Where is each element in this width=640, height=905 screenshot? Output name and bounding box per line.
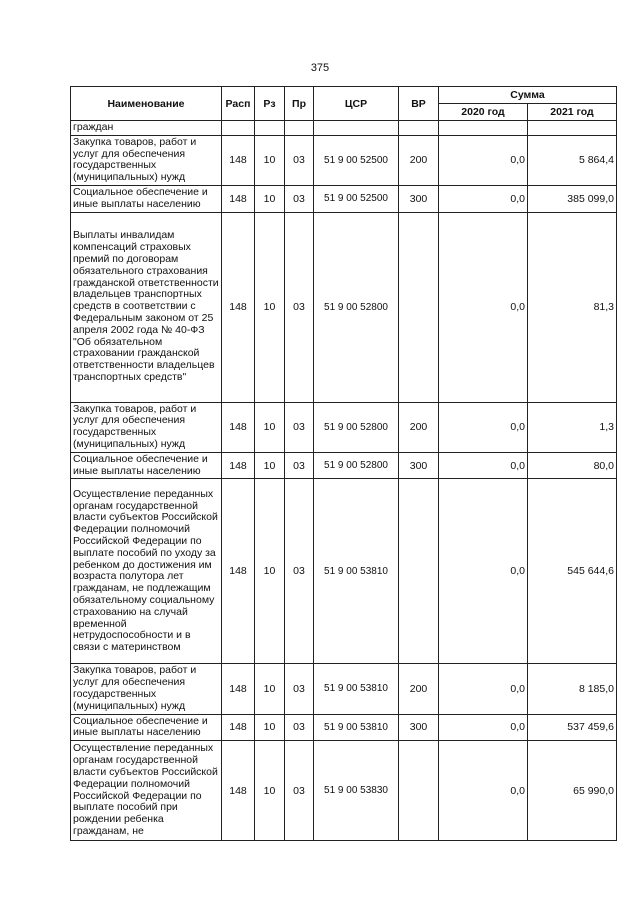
row-rasp: 148 bbox=[222, 185, 255, 212]
table-row bbox=[71, 185, 617, 212]
row-vr: 200 bbox=[399, 135, 439, 185]
row-name: Закупка товаров, работ и услуг для обеспечения государственных (муниципальных) нужд bbox=[71, 135, 222, 185]
row-pr: 03 bbox=[285, 452, 314, 479]
row-rz: 10 bbox=[255, 212, 285, 402]
row-rz: 10 bbox=[255, 714, 285, 741]
table-row bbox=[71, 664, 617, 714]
row-rasp: 148 bbox=[222, 212, 255, 402]
row-pr: 03 bbox=[285, 741, 314, 841]
row-rasp bbox=[222, 121, 255, 136]
row-pr: 03 bbox=[285, 402, 314, 452]
row-rz: 10 bbox=[255, 741, 285, 841]
row-csr: 51 9 00 53810 bbox=[314, 664, 399, 714]
row-csr: 51 9 00 52800 bbox=[314, 452, 399, 479]
table-row bbox=[71, 135, 617, 185]
row-amount-2020: 0,0 bbox=[439, 479, 528, 664]
header-pr: Пр bbox=[285, 87, 314, 121]
header-name: Наименование bbox=[71, 87, 222, 121]
row-pr bbox=[285, 121, 314, 136]
row-rz: 10 bbox=[255, 452, 285, 479]
row-amount-2021: 65 990,0 bbox=[528, 741, 617, 841]
row-name: Осуществление переданных органам государственной власти субъектов Российской Федерации полномочий Российской Федерации по выплате пособий по уходу за ребенком до достижения им возраста полутора лет гражданам, не подлежащим обязательному социальному страхованию на случай временной нетрудоспособности и в связи с материнством bbox=[71, 479, 222, 664]
table-body bbox=[71, 121, 617, 841]
row-amount-2020: 0,0 bbox=[439, 135, 528, 185]
row-vr: 200 bbox=[399, 402, 439, 452]
row-rz: 10 bbox=[255, 664, 285, 714]
row-amount-2021: 80,0 bbox=[528, 452, 617, 479]
row-name: Социальное обеспечение и иные выплаты населению bbox=[71, 714, 222, 741]
row-pr: 03 bbox=[285, 185, 314, 212]
row-amount-2021: 5 864,4 bbox=[528, 135, 617, 185]
row-amount-2021: 8 185,0 bbox=[528, 664, 617, 714]
row-amount-2020: 0,0 bbox=[439, 402, 528, 452]
row-pr: 03 bbox=[285, 714, 314, 741]
row-vr bbox=[399, 741, 439, 841]
row-pr: 03 bbox=[285, 135, 314, 185]
row-vr: 200 bbox=[399, 664, 439, 714]
row-amount-2021: 1,3 bbox=[528, 402, 617, 452]
row-vr: 300 bbox=[399, 452, 439, 479]
row-pr: 03 bbox=[285, 664, 314, 714]
row-rz: 10 bbox=[255, 479, 285, 664]
row-rasp: 148 bbox=[222, 135, 255, 185]
row-pr: 03 bbox=[285, 479, 314, 664]
row-amount-2021 bbox=[528, 121, 617, 136]
row-amount-2021: 385 099,0 bbox=[528, 185, 617, 212]
table-row bbox=[71, 452, 617, 479]
row-amount-2020: 0,0 bbox=[439, 714, 528, 741]
row-csr: 51 9 00 53810 bbox=[314, 479, 399, 664]
budget-table bbox=[70, 86, 617, 841]
row-rz bbox=[255, 121, 285, 136]
header-2020: 2020 год bbox=[439, 104, 528, 121]
table-row bbox=[71, 212, 617, 402]
header-vr: ВР bbox=[399, 87, 439, 121]
row-rasp: 148 bbox=[222, 452, 255, 479]
row-amount-2020: 0,0 bbox=[439, 452, 528, 479]
row-amount-2020: 0,0 bbox=[439, 212, 528, 402]
row-name: Социальное обеспечение и иные выплаты населению bbox=[71, 185, 222, 212]
row-rasp: 148 bbox=[222, 741, 255, 841]
row-amount-2021: 81,3 bbox=[528, 212, 617, 402]
row-vr bbox=[399, 121, 439, 136]
row-csr: 51 9 00 53810 bbox=[314, 714, 399, 741]
table-row bbox=[71, 479, 617, 664]
row-rasp: 148 bbox=[222, 664, 255, 714]
row-csr: 51 9 00 52500 bbox=[314, 135, 399, 185]
table-row bbox=[71, 402, 617, 452]
header-rz: Рз bbox=[255, 87, 285, 121]
header-rasp: Расп bbox=[222, 87, 255, 121]
table-row bbox=[71, 714, 617, 741]
header-csr: ЦСР bbox=[314, 87, 399, 121]
row-name: Осуществление переданных органам государственной власти субъектов Российской Федерации полномочий Российской Федерации по выплате пособий при рождении ребенка гражданам, не bbox=[71, 741, 222, 841]
row-amount-2020: 0,0 bbox=[439, 741, 528, 841]
row-rasp: 148 bbox=[222, 714, 255, 741]
row-amount-2020 bbox=[439, 121, 528, 136]
row-name: Выплаты инвалидам компенсаций страховых премий по договорам обязательного страхования гражданской ответственности владельцев транспортных средств в соответствии с Федеральным законом от 25 апреля 2002 года № 40-ФЗ "Об обязательном страховании гражданской ответственности владельцев транспортных средств" bbox=[71, 212, 222, 402]
row-amount-2020: 0,0 bbox=[439, 664, 528, 714]
row-name: Закупка товаров, работ и услуг для обеспечения государственных (муниципальных) нужд bbox=[71, 664, 222, 714]
row-rz: 10 bbox=[255, 135, 285, 185]
row-pr: 03 bbox=[285, 212, 314, 402]
row-amount-2020: 0,0 bbox=[439, 185, 528, 212]
row-name: граждан bbox=[71, 121, 222, 136]
header-2021: 2021 год bbox=[528, 104, 617, 121]
row-vr bbox=[399, 479, 439, 664]
row-csr bbox=[314, 121, 399, 136]
row-rasp: 148 bbox=[222, 402, 255, 452]
row-csr: 51 9 00 52800 bbox=[314, 402, 399, 452]
row-name: Закупка товаров, работ и услуг для обеспечения государственных (муниципальных) нужд bbox=[71, 402, 222, 452]
row-csr: 51 9 00 52800 bbox=[314, 212, 399, 402]
row-amount-2021: 545 644,6 bbox=[528, 479, 617, 664]
row-vr: 300 bbox=[399, 185, 439, 212]
row-csr: 51 9 00 52500 bbox=[314, 185, 399, 212]
row-amount-2021: 537 459,6 bbox=[528, 714, 617, 741]
row-rz: 10 bbox=[255, 185, 285, 212]
table-row bbox=[71, 121, 617, 136]
row-rasp: 148 bbox=[222, 479, 255, 664]
row-rz: 10 bbox=[255, 402, 285, 452]
row-csr: 51 9 00 53830 bbox=[314, 741, 399, 841]
header-sum: Сумма bbox=[439, 87, 617, 104]
page-number: 375 bbox=[310, 62, 330, 74]
row-vr: 300 bbox=[399, 714, 439, 741]
table-row bbox=[71, 741, 617, 841]
row-vr bbox=[399, 212, 439, 402]
row-name: Социальное обеспечение и иные выплаты населению bbox=[71, 452, 222, 479]
